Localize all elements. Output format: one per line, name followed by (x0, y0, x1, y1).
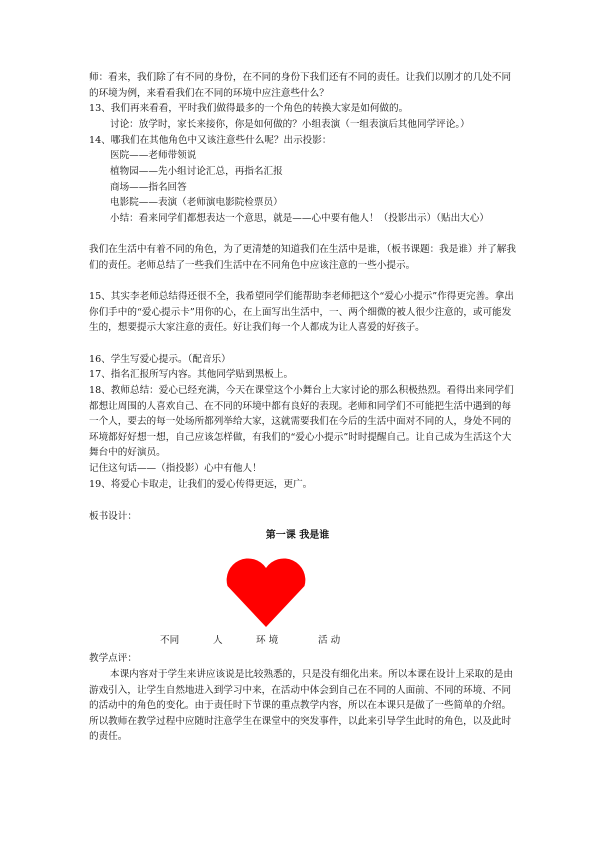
board-label-activity: 活 动 (318, 635, 341, 646)
step-13: 13、我们再来看看，平时我们做得最多的一个角色的转换大家是如何做的。 (89, 103, 409, 114)
step-14: 14、哪我们在其他角色中又该注意些什么呢？出示投影： (89, 135, 332, 146)
step-16: 16、学生写爱心提示。（配音乐） (89, 354, 231, 365)
board-title: 第一课 我是谁 (265, 530, 330, 541)
projection-item-cinema: 电影院——表演（老师演电影院检票员） (110, 197, 283, 208)
heart-icon (223, 549, 309, 627)
step-17: 17、指名汇报所写内容。其他同学贴到黑板上。 (89, 369, 294, 380)
projection-item-botanical-garden: 植物园——先小组讨论汇总，再指名汇报 (110, 166, 283, 177)
paragraph-roles: 我们在生活中有着不同的角色，为了更清楚的知道我们在生活中是谁，（板书课题：我是谁）并了解我们的责任。老师总结了一些我们生活中在不同角色中应该注意的一些小提示。 (89, 244, 516, 271)
board-design-heading: 板书设计： (89, 511, 137, 522)
step-15: 15、其实李老师总结得还很不全，我希望同学们能帮助李老师把这个“爱心小提示”作得更完善。拿出你们手中的“爱心提示卡”用你的心，在上面写出生活中，一、两个细微的被人很少注意的，或可能发生的，想要提示大家注意的责任。好让我们每一个人都成为让人喜爱的好孩子。 (89, 291, 514, 334)
review-heading: 教学点评： (89, 653, 137, 664)
paragraph-teacher-intro: 师：看来，我们除了有不同的身份，在不同的身份下我们还有不同的责任。让我们以刚才的几处不同的环境为例，来看看我们在不同的环境中应注意些什么？ (89, 72, 512, 99)
step-19: 19、将爱心卡取走，让我们的爱心传得更远，更广。 (89, 479, 313, 490)
remember-line: 记住这句话——（指投影）心中有他人！ (89, 463, 262, 474)
board-label-people: 人 (213, 635, 223, 646)
projection-item-mall: 商场——指名回答 (110, 182, 187, 193)
step-18: 18、教师总结：爱心已经充满，今天在课堂这个小舞台上大家讨论的那么积极热烈。看得出来同学们都想让周围的人喜欢自己、在不同的环境中都有良好的表现。老师和同学们不可能把生活中遇到的每一个人，要去的每一处场所都列举给大家，这就需要我们在今后的生活中面对不同的人，身处不同的环境都好好想一想，自己应该怎样做，有我们的“爱心小提示”时时提醒自己。让自己成为生活这个大舞台中的好演员。 (89, 385, 514, 459)
paragraph-summary: 小结：看来同学们都想表达一个意思，就是——心中要有他人！（投影出示）（贴出大心） (110, 213, 489, 224)
step-13-discussion: 讨论：放学时，家长来接你，你是如何做的？小组表演（一组表演后其他同学评论。） (110, 119, 470, 130)
board-label-environment: 环 境 (256, 635, 279, 646)
projection-item-hospital: 医院——老师带领说 (110, 150, 197, 161)
board-label-different: 不同 (160, 635, 180, 646)
review-text: 本课内容对于学生来讲应该说是比较熟悉的，只是没有细化出来。所以本课在设计上采取的是由游戏引入，让学生自然地进入到学习中来，在活动中体会到自己在不同的人面前、不同的环境、不同的活动中的角色的变化。由于责任时下节课的重点教学内容，所以在本课只是做了一些简单的介绍。所以教师在教学过程中应随时注意学生在课堂中的突发事件，以此来引导学生此时的角色，以及此时的责任。 (89, 669, 513, 743)
